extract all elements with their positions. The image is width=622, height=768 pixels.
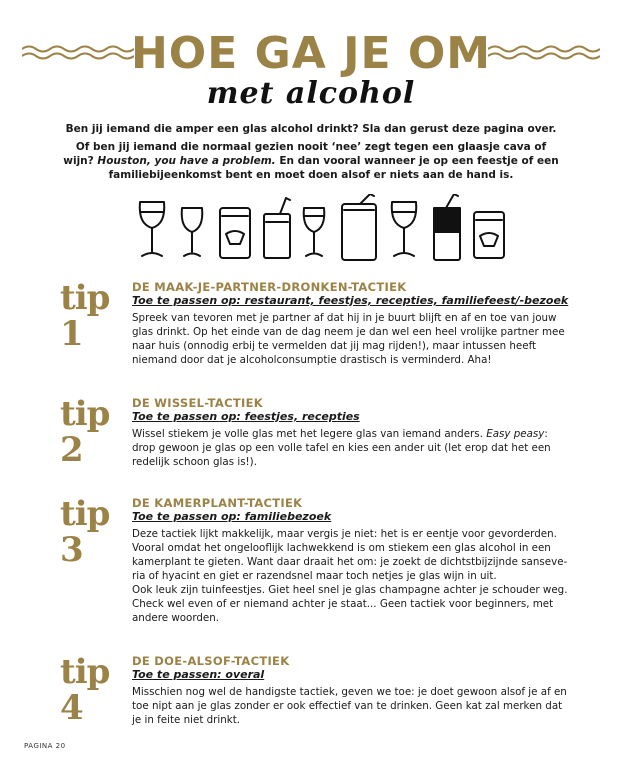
page-title: HOE GA JE OM (130, 28, 492, 79)
tip-2-body (132, 396, 572, 469)
tip-4-title: DE DOE-ALSOF-TACTIEK (132, 654, 290, 668)
tip-1-badge: tip 1 (60, 278, 110, 354)
page-number: PAGINA 20 (24, 742, 66, 750)
tip-3-text-2: Ook leuk zijn tuinfeestjes. Giet heel snel je glas champagne achter je schouder weg. Check wel even of er niemand achter je staat... Geen tactiek voor beginners, met andere woorden. (132, 584, 568, 624)
tip-1-body (132, 280, 572, 367)
tip-3-title: DE KAMERPLANT-TACTIEK (132, 496, 303, 510)
intro-italic: Houston, you have a problem. (97, 155, 276, 167)
tip-2-badge: tip 2 (60, 394, 110, 470)
tip-2-apply: Toe te passen op: feestjes, recepties (132, 410, 360, 423)
drink-glasses-icon (130, 194, 510, 266)
tip-1-text: Spreek van tevoren met je partner af dat hij in je buurt blijft en af en toe van jouw glas drinkt. Op het einde van de dag neem je dan wel een heel vrolijke partner mee naar huis (onnodig erbij te vermelden dat jij mag rijden!), maar intussen heeft niemand door dat je alcoholconsumptie drastisch is verminderd. Aha! (132, 312, 565, 366)
tip-1-apply: Toe te passen op: restaurant, feestjes, recepties, familiefeest/-bezoek (132, 294, 569, 307)
tip-1-title: DE MAAK-JE-PARTNER-DRONKEN-TACTIEK (132, 280, 407, 294)
intro-line-1: Ben jij iemand die amper een glas alcohol drinkt? Sla dan gerust deze pagina over. (65, 123, 557, 135)
intro-line-2: Of ben jij iemand die normaal gezien nooit ‘nee’ zegt tegen een glaasje cava of wijn? Houston, you have a problem. En dan vooral wanneer je op een feestje of een familiebijeenkomst bent en moet doen alsof er niets aan de hand is. (63, 141, 559, 181)
tip-2-italic: Easy peasy (486, 428, 545, 440)
intro-text (62, 122, 560, 186)
page-subtitle: met alcohol (206, 76, 416, 111)
tip-4-apply: Toe te passen: overal (132, 668, 265, 681)
tip-2-title: DE WISSEL-TACTIEK (132, 396, 263, 410)
tip-4-badge: tip 4 (60, 652, 110, 728)
tip-3-body (132, 496, 572, 625)
tip-4-body (132, 654, 572, 727)
tip-4-text: Misschien nog wel de handigste tactiek, geven we toe: je doet gewoon alsof je af en toe nipt aan je glas zonder er ook effectief van te drinken. Geen kat zal merken dat je in feite niet drinkt. (132, 686, 567, 726)
tip-2-text: Wissel stiekem je volle glas met het legere glas van iemand anders. Easy peasy: drop gewoon je glas op een volle tafel en kies een ander uit (let erop dat het een redelijk schoon glas is!). (132, 428, 551, 468)
tip-3-badge: tip 3 (60, 494, 110, 570)
tip-3-apply: Toe te passen op: familiebezoek (132, 510, 332, 523)
tip-3-text: Deze tactiek lijkt makkelijk, maar vergis je niet: het is er eentje voor gevorderden. Vooral omdat het ongelooflijk lachwekkend is om stiekem een glas alcohol in een kamerplant te gieten. Want daar draait het om: je zoekt de dichtstbijzijnde sanseve-ria of hyacint en giet er razendsnel maar toch netjes je glas wijn in uit. (132, 528, 568, 582)
